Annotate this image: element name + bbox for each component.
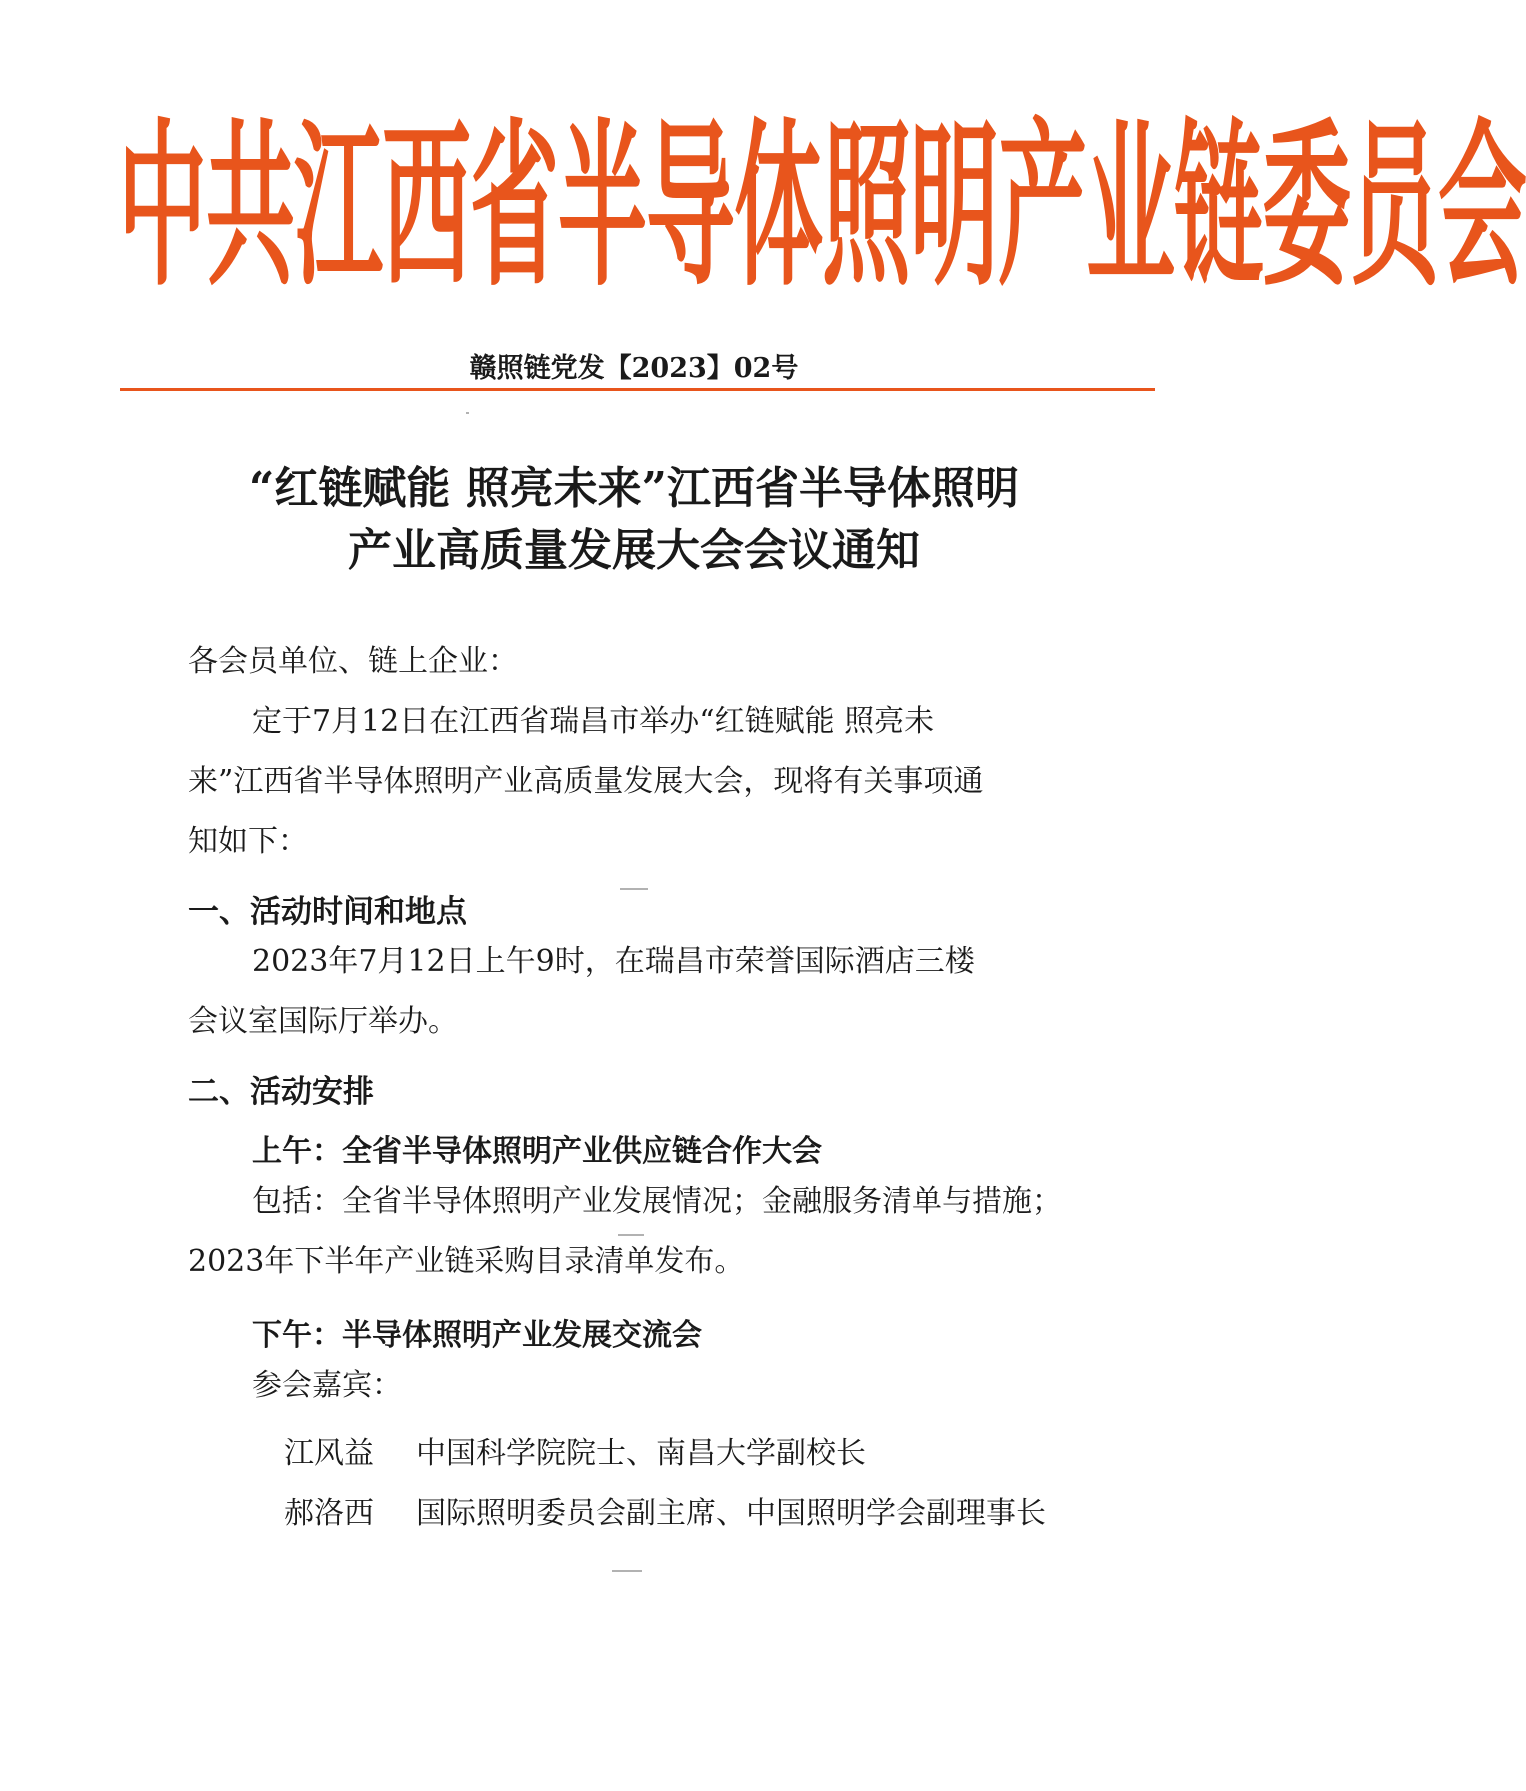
document-number: 赣照链党发【2023】02号 (469, 353, 799, 384)
guest-row (284, 1488, 1046, 1532)
scan-speck (466, 412, 469, 414)
guest-name: 江风益 (284, 1436, 374, 1471)
guest-row (284, 1428, 866, 1472)
guest-title: 中国科学院院士、南昌大学副校长 (416, 1436, 866, 1471)
scan-speck (620, 888, 648, 890)
salutation: 各会员单位、链上企业： (188, 644, 518, 679)
section-1-line-1: 2023年7月12日上午9时，在瑞昌市荣誉国际酒店三楼 (252, 944, 975, 979)
section-1-heading: 一、活动时间和地点 (188, 894, 467, 930)
morning-line-1: 包括：全省半导体照明产业发展情况；金融服务清单与措施； (252, 1184, 1062, 1219)
scan-speck (618, 1234, 644, 1236)
red-divider (120, 388, 1155, 391)
intro-line-3: 知如下： (188, 824, 308, 859)
morning-heading: 上午：全省半导体照明产业供应链合作大会 (252, 1134, 822, 1169)
afternoon-heading: 下午：半导体照明产业发展交流会 (252, 1318, 702, 1353)
title-line-2: 产业高质量发展大会会议通知 (348, 525, 920, 576)
masthead (118, 102, 1526, 318)
title-line-1: “红链赋能 照亮未来”江西省半导体照明 (249, 463, 1019, 514)
guests-label: 参会嘉宾： (252, 1368, 402, 1403)
section-2-heading: 二、活动安排 (188, 1074, 374, 1110)
morning-line-2: 2023年下半年产业链采购目录清单发布。 (188, 1244, 745, 1279)
intro-line-1: 定于7月12日在江西省瑞昌市举办“红链赋能 照亮未 (252, 704, 935, 739)
intro-line-2: 来”江西省半导体照明产业高质量发展大会，现将有关事项通 (188, 764, 984, 799)
guest-title: 国际照明委员会副主席、中国照明学会副理事长 (416, 1496, 1046, 1531)
org-name: 中共江西省半导体照明产业链委员会 (118, 102, 1526, 310)
guest-name: 郝洛西 (284, 1496, 374, 1531)
section-1-line-2: 会议室国际厅举办。 (188, 1004, 458, 1039)
scan-speck (612, 1570, 642, 1572)
